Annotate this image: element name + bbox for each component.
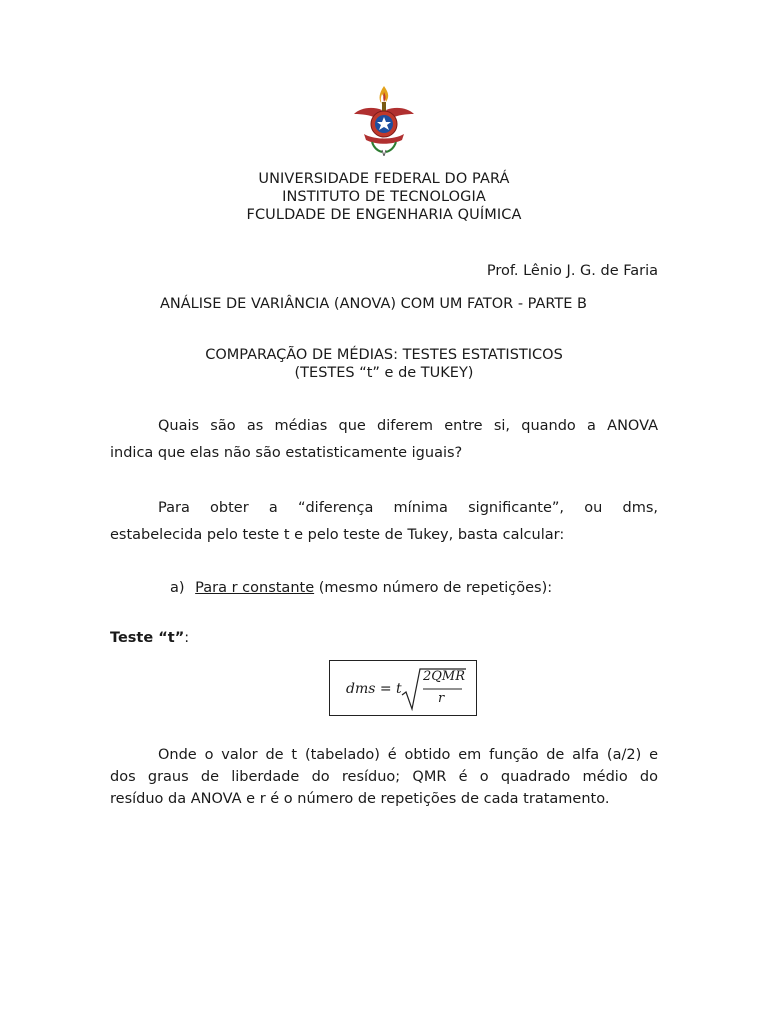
subtitle-line-2: (TESTES “t” e de TUKEY) bbox=[294, 365, 474, 381]
institute-name: INSTITUTO DE TECNOLOGIA bbox=[282, 189, 486, 205]
formula-lhs: dms = t bbox=[346, 681, 402, 697]
explanation-line-3: resíduo da ANOVA e r é o número de repetições de cada tratamento. bbox=[110, 791, 610, 807]
question-line-1: Quais são as médias que diferem entre si, quando a ANOVA bbox=[158, 418, 658, 434]
dms-intro-line-2: estabelecida pelo teste t e pelo teste de Tukey, basta calcular: bbox=[110, 527, 565, 543]
teste-t-colon: : bbox=[184, 630, 190, 646]
faculty-name: FCULDADE DE ENGENHARIA QUÍMICA bbox=[246, 207, 522, 223]
case-a-marker: a) bbox=[170, 580, 185, 596]
explanation-line-1: Onde o valor de t (tabelado) é obtido em função de alfa (a/2) e bbox=[158, 747, 658, 763]
case-a-underlined-text: Para r constante bbox=[195, 580, 315, 596]
formula-box bbox=[329, 660, 477, 716]
teste-t-heading bbox=[110, 630, 189, 646]
formula-denominator: r bbox=[438, 691, 445, 706]
question-line-2: indica que elas não são estatisticamente iguais? bbox=[110, 445, 463, 461]
formula-numerator: 2QMR bbox=[423, 669, 466, 684]
subtitle-line-1: COMPARAÇÃO DE MÉDIAS: TESTES ESTATISTICOS bbox=[205, 347, 563, 363]
institution-name: UNIVERSIDADE FEDERAL DO PARÁ bbox=[258, 171, 510, 187]
case-a-rest: (mesmo número de repetições): bbox=[318, 580, 553, 596]
dms-intro-line-1: Para obter a “diferença mínima significante”, ou dms, bbox=[158, 500, 658, 516]
explanation-line-2: dos graus de liberdade do resíduo; QMR é o quadrado médio do bbox=[110, 769, 658, 785]
author-line: Prof. Lênio J. G. de Faria bbox=[486, 263, 658, 279]
university-seal-icon bbox=[352, 84, 416, 156]
teste-t-label: Teste “t” bbox=[110, 630, 185, 646]
case-a-item bbox=[170, 579, 552, 597]
page-title: ANÁLISE DE VARIÂNCIA (ANOVA) COM UM FATOR - PARTE B bbox=[160, 296, 587, 312]
